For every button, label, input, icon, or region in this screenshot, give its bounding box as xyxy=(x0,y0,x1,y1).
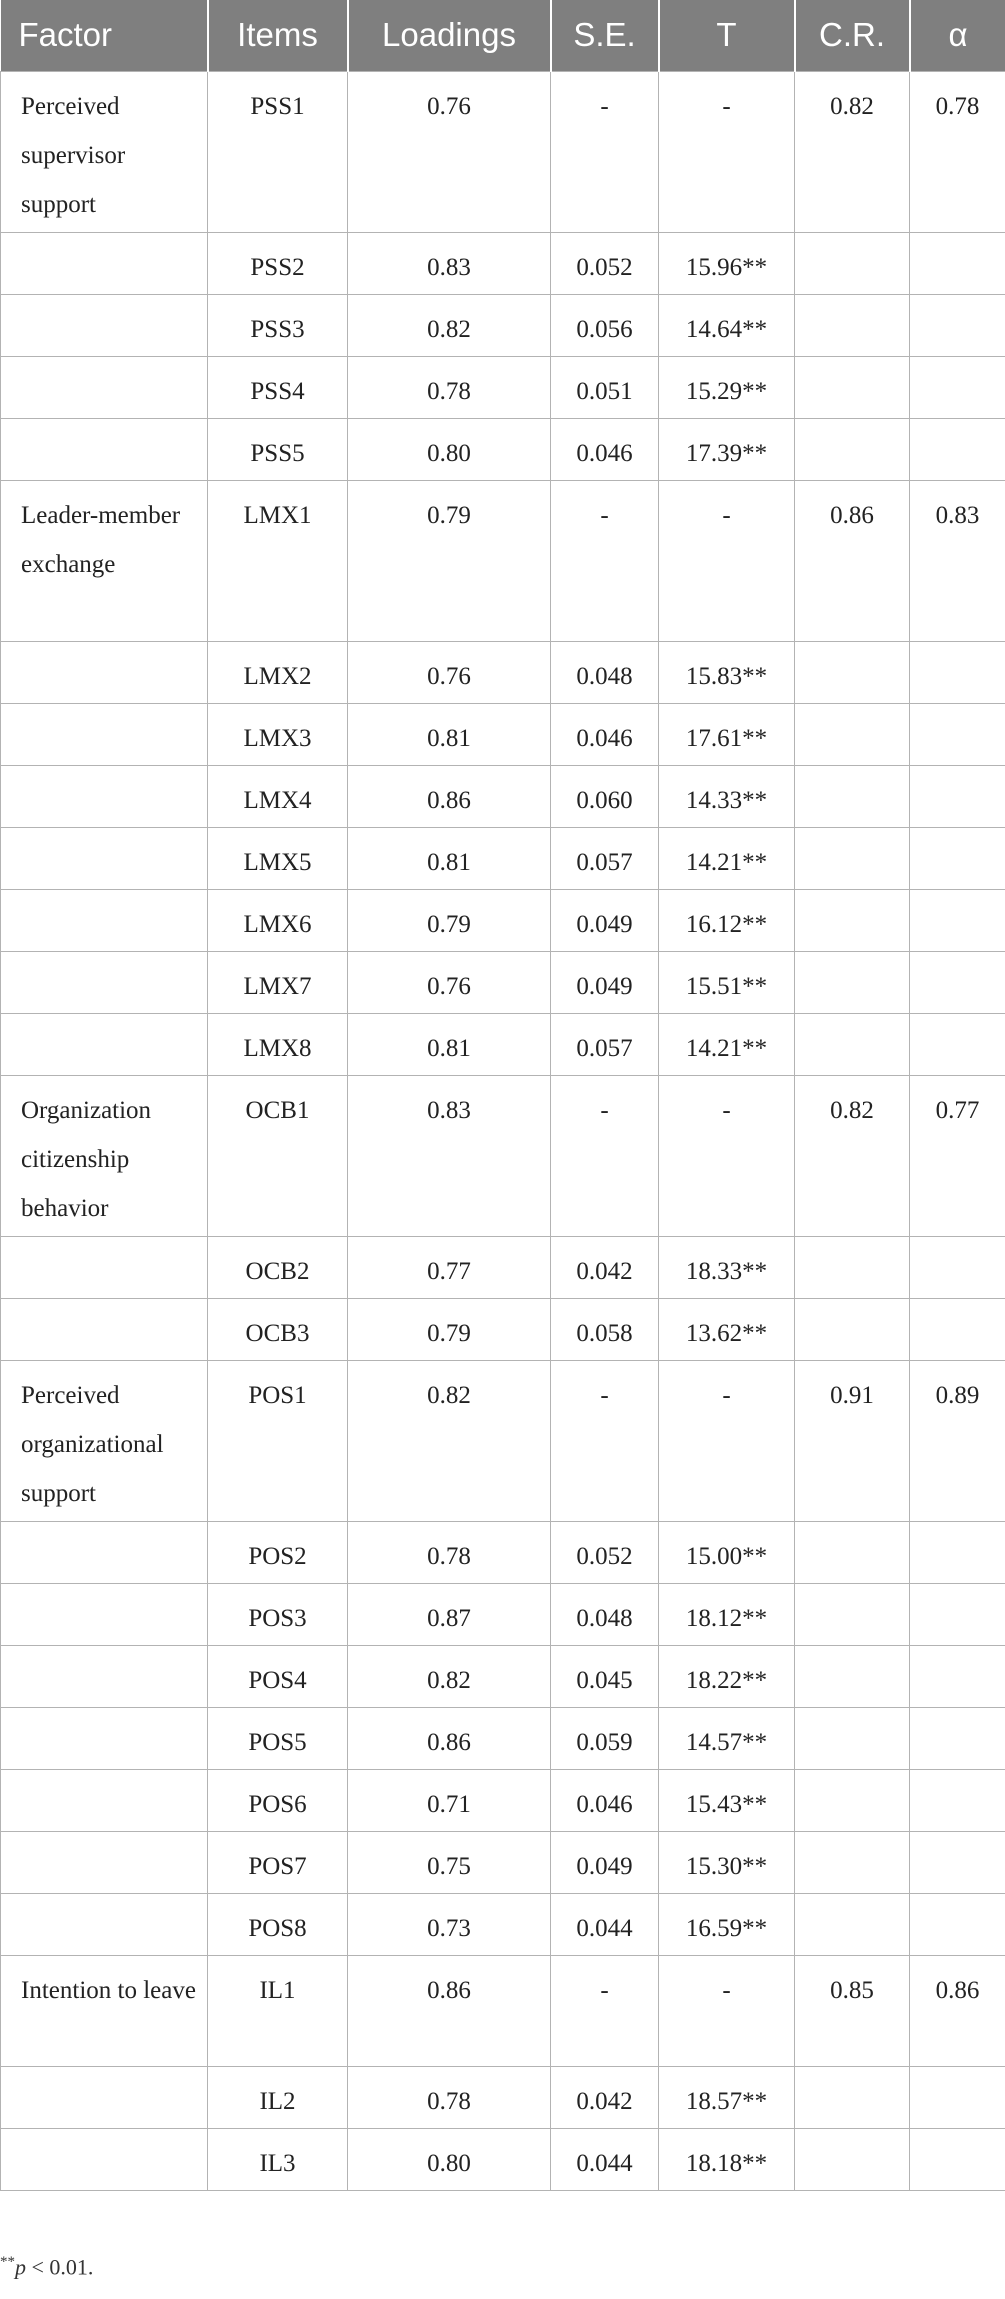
factor-cell xyxy=(1,1645,208,1707)
item-cell: OCB2 xyxy=(208,1236,348,1298)
cr-cell xyxy=(795,418,910,480)
factor-cell xyxy=(1,1013,208,1075)
item-cell: POS4 xyxy=(208,1645,348,1707)
item-cell: POS6 xyxy=(208,1769,348,1831)
header-t: T xyxy=(659,0,795,71)
item-cell: POS8 xyxy=(208,1893,348,1955)
alpha-cell xyxy=(910,703,1005,765)
table-row xyxy=(1,1298,1005,1360)
factor-cell xyxy=(1,1583,208,1645)
alpha-cell xyxy=(910,1298,1005,1360)
loading-cell: 0.76 xyxy=(348,71,551,232)
table-row xyxy=(1,765,1005,827)
t-value-cell: 16.59** xyxy=(659,1893,795,1955)
t-value-cell: - xyxy=(659,1955,795,2066)
factor-cell xyxy=(1,232,208,294)
item-cell: LMX5 xyxy=(208,827,348,889)
loading-cell: 0.78 xyxy=(348,1521,551,1583)
cr-cell xyxy=(795,1013,910,1075)
table-body xyxy=(1,71,1005,2190)
se-cell: 0.044 xyxy=(551,1893,659,1955)
loading-cell: 0.73 xyxy=(348,1893,551,1955)
alpha-cell xyxy=(910,1893,1005,1955)
alpha-cell xyxy=(910,294,1005,356)
table-row xyxy=(1,951,1005,1013)
factor-cell: Organization citizenship behavior xyxy=(1,1075,208,1236)
item-cell: PSS4 xyxy=(208,356,348,418)
loading-cell: 0.83 xyxy=(348,1075,551,1236)
loading-cell: 0.79 xyxy=(348,480,551,641)
alpha-cell xyxy=(910,2128,1005,2190)
t-value-cell: 15.30** xyxy=(659,1831,795,1893)
factor-cell: Intention to leave xyxy=(1,1955,208,2066)
factor-cell xyxy=(1,1236,208,1298)
item-cell: LMX2 xyxy=(208,641,348,703)
table-row xyxy=(1,1236,1005,1298)
t-value-cell: 15.83** xyxy=(659,641,795,703)
table-row xyxy=(1,1075,1005,1236)
t-value-cell: 14.64** xyxy=(659,294,795,356)
se-cell: 0.046 xyxy=(551,703,659,765)
table-row xyxy=(1,2066,1005,2128)
cr-cell xyxy=(795,765,910,827)
item-cell: PSS5 xyxy=(208,418,348,480)
alpha-cell xyxy=(910,418,1005,480)
factor-cell xyxy=(1,418,208,480)
t-value-cell: 18.33** xyxy=(659,1236,795,1298)
alpha-cell xyxy=(910,889,1005,951)
loading-cell: 0.87 xyxy=(348,1583,551,1645)
se-cell: 0.049 xyxy=(551,951,659,1013)
loading-cell: 0.86 xyxy=(348,1955,551,2066)
factor-cell xyxy=(1,1769,208,1831)
alpha-cell xyxy=(910,1707,1005,1769)
cr-cell xyxy=(795,1893,910,1955)
table-row xyxy=(1,1360,1005,1521)
table-row xyxy=(1,232,1005,294)
loading-cell: 0.86 xyxy=(348,1707,551,1769)
cr-cell xyxy=(795,232,910,294)
item-cell: POS2 xyxy=(208,1521,348,1583)
cr-cell xyxy=(795,1298,910,1360)
t-value-cell: 15.51** xyxy=(659,951,795,1013)
cr-cell xyxy=(795,2066,910,2128)
table-row xyxy=(1,1013,1005,1075)
se-cell: - xyxy=(551,1360,659,1521)
table-row xyxy=(1,1521,1005,1583)
factor-cell xyxy=(1,951,208,1013)
factor-cell xyxy=(1,1707,208,1769)
table-row xyxy=(1,294,1005,356)
loading-cell: 0.78 xyxy=(348,2066,551,2128)
footnote-marker: ** xyxy=(0,2254,15,2270)
cr-cell xyxy=(795,641,910,703)
table-row xyxy=(1,356,1005,418)
loading-cell: 0.75 xyxy=(348,1831,551,1893)
item-cell: POS5 xyxy=(208,1707,348,1769)
factor-cell xyxy=(1,641,208,703)
t-value-cell: 14.21** xyxy=(659,827,795,889)
table-row xyxy=(1,1707,1005,1769)
alpha-cell: 0.77 xyxy=(910,1075,1005,1236)
cr-cell: 0.82 xyxy=(795,1075,910,1236)
se-cell: - xyxy=(551,1075,659,1236)
item-cell: POS3 xyxy=(208,1583,348,1645)
item-cell: IL3 xyxy=(208,2128,348,2190)
loading-cell: 0.81 xyxy=(348,1013,551,1075)
table-row xyxy=(1,827,1005,889)
cr-cell: 0.86 xyxy=(795,480,910,641)
loading-cell: 0.77 xyxy=(348,1236,551,1298)
t-value-cell: 14.33** xyxy=(659,765,795,827)
factor-cell xyxy=(1,356,208,418)
se-cell: 0.058 xyxy=(551,1298,659,1360)
se-cell: 0.048 xyxy=(551,1583,659,1645)
se-cell: 0.057 xyxy=(551,1013,659,1075)
t-value-cell: 15.29** xyxy=(659,356,795,418)
alpha-cell xyxy=(910,1013,1005,1075)
factor-cell xyxy=(1,1831,208,1893)
header-factor: Factor xyxy=(1,0,208,71)
alpha-cell xyxy=(910,641,1005,703)
alpha-cell xyxy=(910,951,1005,1013)
table-row xyxy=(1,1831,1005,1893)
alpha-cell xyxy=(910,1583,1005,1645)
alpha-cell: 0.83 xyxy=(910,480,1005,641)
table-row xyxy=(1,1893,1005,1955)
table-row xyxy=(1,480,1005,641)
footnote-text: < 0.01. xyxy=(26,2254,94,2280)
se-cell: 0.057 xyxy=(551,827,659,889)
table-row xyxy=(1,418,1005,480)
factor-cell: Perceived supervisor support xyxy=(1,71,208,232)
se-cell: 0.046 xyxy=(551,1769,659,1831)
item-cell: IL2 xyxy=(208,2066,348,2128)
cr-cell xyxy=(795,1521,910,1583)
alpha-cell: 0.86 xyxy=(910,1955,1005,2066)
t-value-cell: 17.39** xyxy=(659,418,795,480)
t-value-cell: - xyxy=(659,480,795,641)
factor-cell xyxy=(1,703,208,765)
item-cell: OCB3 xyxy=(208,1298,348,1360)
loading-cell: 0.81 xyxy=(348,703,551,765)
se-cell: 0.046 xyxy=(551,418,659,480)
loading-cell: 0.76 xyxy=(348,641,551,703)
se-cell: 0.051 xyxy=(551,356,659,418)
loading-cell: 0.79 xyxy=(348,889,551,951)
item-cell: PSS1 xyxy=(208,71,348,232)
table-row xyxy=(1,1769,1005,1831)
header-alpha: α xyxy=(910,0,1005,71)
item-cell: LMX1 xyxy=(208,480,348,641)
alpha-cell xyxy=(910,356,1005,418)
item-cell: LMX3 xyxy=(208,703,348,765)
se-cell: 0.044 xyxy=(551,2128,659,2190)
t-value-cell: - xyxy=(659,1075,795,1236)
se-cell: - xyxy=(551,71,659,232)
t-value-cell: 15.43** xyxy=(659,1769,795,1831)
t-value-cell: 16.12** xyxy=(659,889,795,951)
se-cell: 0.042 xyxy=(551,1236,659,1298)
loading-cell: 0.82 xyxy=(348,294,551,356)
se-cell: 0.042 xyxy=(551,2066,659,2128)
factor-cell: Perceived organizational support xyxy=(1,1360,208,1521)
factor-cell xyxy=(1,1893,208,1955)
alpha-cell xyxy=(910,827,1005,889)
factor-cell: Leader-member exchange xyxy=(1,480,208,641)
header-items: Items xyxy=(208,0,348,71)
item-cell: IL1 xyxy=(208,1955,348,2066)
header-se: S.E. xyxy=(551,0,659,71)
t-value-cell: 18.22** xyxy=(659,1645,795,1707)
cr-cell xyxy=(795,827,910,889)
cr-cell xyxy=(795,1769,910,1831)
loading-cell: 0.82 xyxy=(348,1360,551,1521)
factor-cell xyxy=(1,827,208,889)
t-value-cell: 14.21** xyxy=(659,1013,795,1075)
se-cell: 0.052 xyxy=(551,1521,659,1583)
alpha-cell xyxy=(910,232,1005,294)
loading-cell: 0.71 xyxy=(348,1769,551,1831)
alpha-cell xyxy=(910,1831,1005,1893)
se-cell: 0.049 xyxy=(551,1831,659,1893)
t-value-cell: 18.57** xyxy=(659,2066,795,2128)
t-value-cell: 15.00** xyxy=(659,1521,795,1583)
factor-cell xyxy=(1,1521,208,1583)
t-value-cell: 15.96** xyxy=(659,232,795,294)
significance-footnote xyxy=(0,2254,93,2280)
factor-cell xyxy=(1,2066,208,2128)
t-value-cell: 14.57** xyxy=(659,1707,795,1769)
t-value-cell: 13.62** xyxy=(659,1298,795,1360)
loading-cell: 0.81 xyxy=(348,827,551,889)
table-header xyxy=(1,0,1005,71)
cr-cell: 0.91 xyxy=(795,1360,910,1521)
alpha-cell xyxy=(910,1769,1005,1831)
cr-cell xyxy=(795,889,910,951)
table-row xyxy=(1,641,1005,703)
header-cr: C.R. xyxy=(795,0,910,71)
item-cell: LMX8 xyxy=(208,1013,348,1075)
se-cell: 0.052 xyxy=(551,232,659,294)
se-cell: 0.045 xyxy=(551,1645,659,1707)
cr-cell xyxy=(795,703,910,765)
cr-cell xyxy=(795,1583,910,1645)
cr-cell xyxy=(795,1707,910,1769)
alpha-cell xyxy=(910,1645,1005,1707)
alpha-cell xyxy=(910,1236,1005,1298)
item-cell: LMX4 xyxy=(208,765,348,827)
alpha-cell: 0.78 xyxy=(910,71,1005,232)
factor-cell xyxy=(1,1298,208,1360)
se-cell: 0.059 xyxy=(551,1707,659,1769)
item-cell: PSS2 xyxy=(208,232,348,294)
cr-cell xyxy=(795,951,910,1013)
footnote-variable: p xyxy=(15,2254,26,2280)
factor-cell xyxy=(1,889,208,951)
table-row xyxy=(1,703,1005,765)
item-cell: OCB1 xyxy=(208,1075,348,1236)
loading-cell: 0.78 xyxy=(348,356,551,418)
alpha-cell xyxy=(910,2066,1005,2128)
item-cell: POS7 xyxy=(208,1831,348,1893)
se-cell: 0.048 xyxy=(551,641,659,703)
loading-cell: 0.86 xyxy=(348,765,551,827)
cr-cell: 0.85 xyxy=(795,1955,910,2066)
t-value-cell: 18.18** xyxy=(659,2128,795,2190)
cr-cell xyxy=(795,294,910,356)
cr-cell xyxy=(795,356,910,418)
t-value-cell: 18.12** xyxy=(659,1583,795,1645)
se-cell: - xyxy=(551,480,659,641)
item-cell: POS1 xyxy=(208,1360,348,1521)
table-row xyxy=(1,1955,1005,2066)
table-row xyxy=(1,1645,1005,1707)
item-cell: PSS3 xyxy=(208,294,348,356)
t-value-cell: 17.61** xyxy=(659,703,795,765)
factor-cell xyxy=(1,2128,208,2190)
cr-cell xyxy=(795,1831,910,1893)
loading-cell: 0.79 xyxy=(348,1298,551,1360)
t-value-cell: - xyxy=(659,71,795,232)
factor-cell xyxy=(1,765,208,827)
alpha-cell: 0.89 xyxy=(910,1360,1005,1521)
factor-cell xyxy=(1,294,208,356)
cr-cell: 0.82 xyxy=(795,71,910,232)
se-cell: 0.056 xyxy=(551,294,659,356)
loading-cell: 0.82 xyxy=(348,1645,551,1707)
se-cell: 0.060 xyxy=(551,765,659,827)
se-cell: 0.049 xyxy=(551,889,659,951)
header-row xyxy=(1,0,1005,71)
loading-cell: 0.83 xyxy=(348,232,551,294)
t-value-cell: - xyxy=(659,1360,795,1521)
alpha-cell xyxy=(910,1521,1005,1583)
item-cell: LMX6 xyxy=(208,889,348,951)
loading-cell: 0.80 xyxy=(348,2128,551,2190)
table-row xyxy=(1,889,1005,951)
cr-cell xyxy=(795,2128,910,2190)
table-row xyxy=(1,1583,1005,1645)
loading-cell: 0.76 xyxy=(348,951,551,1013)
cr-cell xyxy=(795,1236,910,1298)
se-cell: - xyxy=(551,1955,659,2066)
loading-cell: 0.80 xyxy=(348,418,551,480)
alpha-cell xyxy=(910,765,1005,827)
item-cell: LMX7 xyxy=(208,951,348,1013)
table-row xyxy=(1,71,1005,232)
header-loadings: Loadings xyxy=(348,0,551,71)
table-row xyxy=(1,2128,1005,2190)
cr-cell xyxy=(795,1645,910,1707)
